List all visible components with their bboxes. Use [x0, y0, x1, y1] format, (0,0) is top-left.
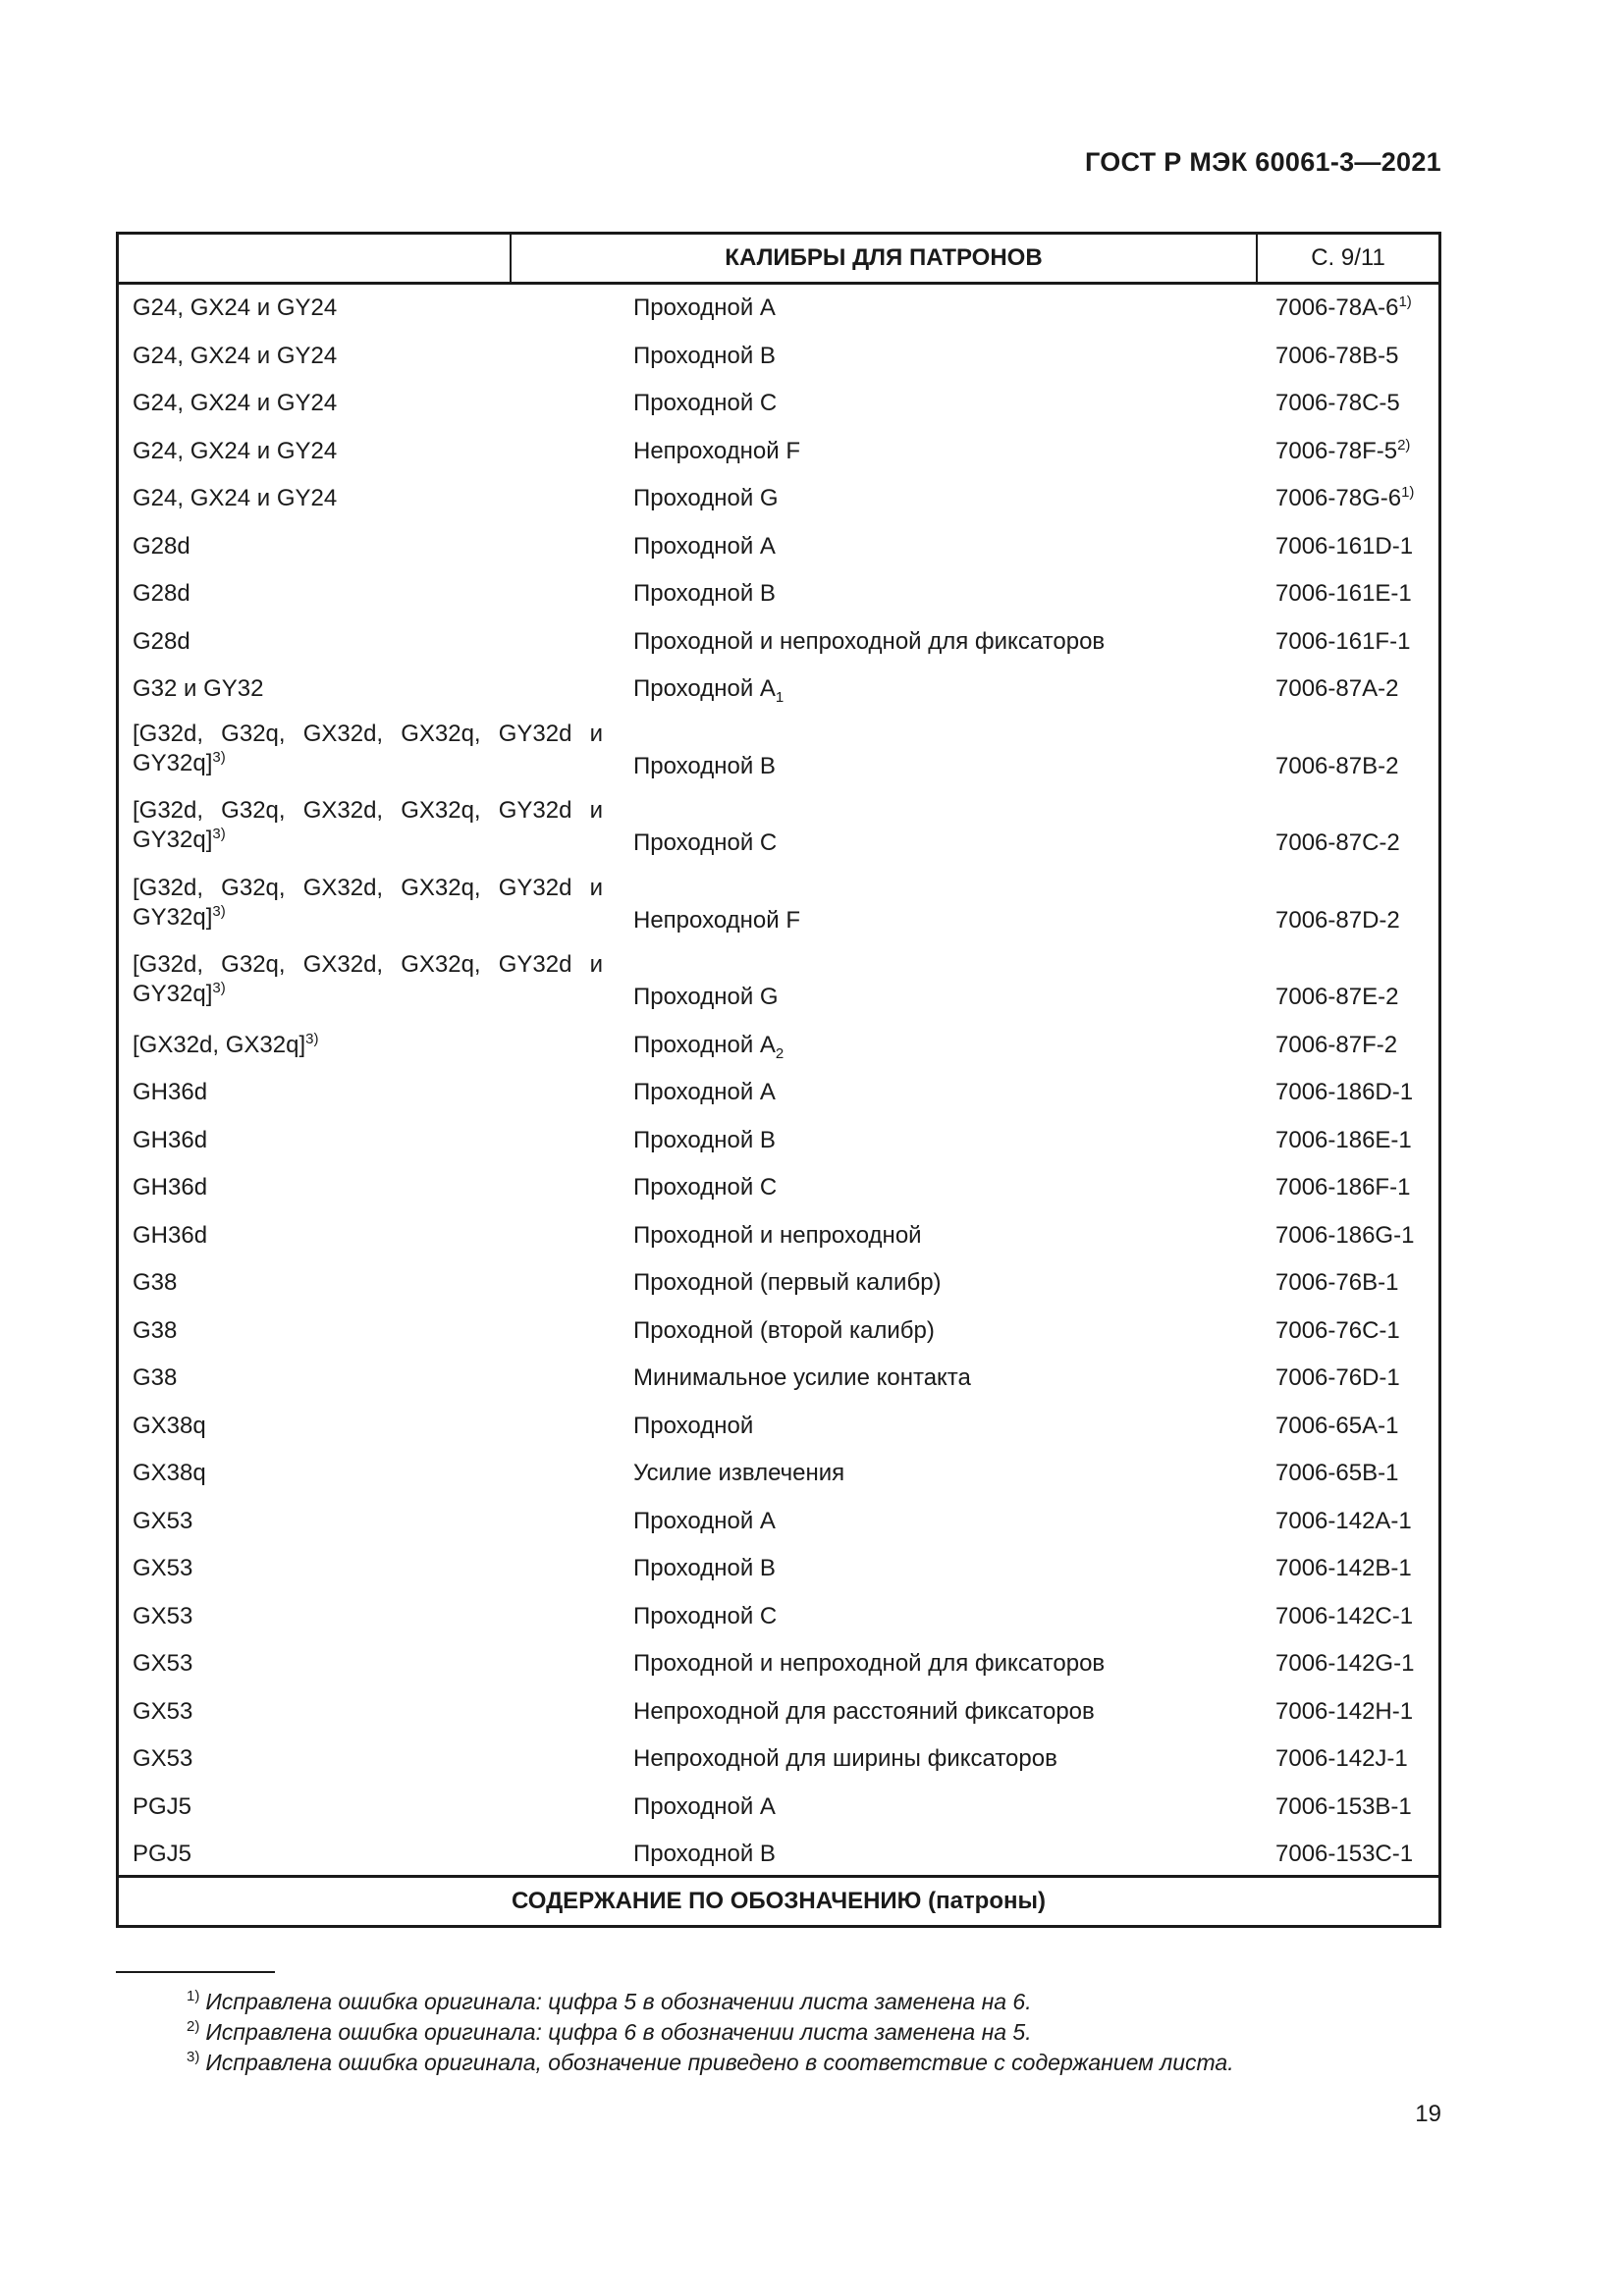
cap-cell [133, 1221, 604, 1251]
cap-text: GH36d [133, 1079, 208, 1105]
cap-cell [133, 1126, 604, 1155]
cap-cell [133, 437, 604, 466]
cap-cell [133, 1031, 604, 1060]
cap-cell [133, 796, 604, 855]
sheet-cell [1275, 1126, 1412, 1155]
sheet-text: 7006-78B-5 [1275, 342, 1399, 369]
gauge-cell [633, 828, 777, 858]
gauge-cell [633, 1602, 777, 1631]
sheet-cell [1275, 828, 1400, 858]
sheet-text: 7006-142H-1 [1275, 1697, 1414, 1725]
gauge-cell [633, 1554, 776, 1583]
table-row [119, 570, 1438, 618]
cap-cell [133, 1507, 604, 1536]
cap-footnote-mark: 3) [212, 902, 226, 920]
sheet-text: 7006-142J-1 [1275, 1745, 1408, 1772]
gauge-cell [633, 1173, 777, 1202]
cap-text: GX53 [133, 1555, 193, 1581]
cap-cell [133, 1268, 604, 1298]
sheet-cell [1275, 1602, 1413, 1631]
gauge-cell [633, 674, 784, 704]
cap-text: GX53 [133, 1697, 193, 1725]
table-row [119, 1450, 1438, 1498]
sheet-text: 7006-142C-1 [1275, 1602, 1414, 1629]
sheet-text: 7006-161E-1 [1275, 580, 1412, 607]
sheet-cell [1275, 532, 1413, 561]
sheet-cell [1275, 906, 1400, 935]
sheet-text: 7006-186D-1 [1275, 1079, 1414, 1105]
sheet-text: 7006-78F-5 [1275, 437, 1398, 464]
gauge-text: Проходной B [633, 1841, 776, 1867]
footnote-mark: 3) [187, 2049, 200, 2065]
gauge-text: Проходной B [633, 1555, 776, 1581]
cap-cell [133, 950, 604, 1009]
gauge-subscript: 2 [775, 1044, 785, 1062]
cap-cell [133, 1697, 604, 1727]
document-header: ГОСТ Р МЭК 60061-3—2021 [1084, 147, 1441, 177]
cap-cell [133, 627, 604, 657]
cap-cell [133, 579, 604, 609]
sheet-text: 7006-76C-1 [1275, 1316, 1400, 1344]
table-row [119, 1164, 1438, 1212]
sheet-text: 7006-186G-1 [1275, 1221, 1415, 1249]
sheet-text: 7006-142A-1 [1275, 1507, 1412, 1534]
gauge-cell [633, 752, 776, 781]
sheet-cell [1275, 1744, 1408, 1774]
cap-text: GX53 [133, 1745, 193, 1772]
sheet-cell [1275, 389, 1400, 418]
cap-text: PGJ5 [133, 1792, 192, 1820]
table-row [119, 475, 1438, 523]
sheet-cell [1275, 1649, 1414, 1679]
cap-text-line2 [133, 749, 604, 778]
table-row [119, 1831, 1438, 1879]
sheet-text: 7006-87D-2 [1275, 906, 1400, 934]
sheet-text: 7006-186F-1 [1275, 1174, 1411, 1201]
cap-cell [133, 1744, 604, 1774]
gauge-cell [633, 1363, 971, 1393]
sheet-cell [1275, 294, 1412, 323]
sheet-cell [1275, 342, 1398, 371]
sheet-cell [1275, 1507, 1412, 1536]
cap-text: GH36d [133, 1126, 208, 1153]
cap-text: G24, GX24 и GY24 [133, 390, 338, 416]
gauge-cell [633, 1221, 922, 1251]
footnote-text: Исправлена ошибка оригинала: цифра 5 в обозначении листа заменена на 6. [205, 1989, 1032, 2014]
gauge-text: Проходной A [633, 294, 776, 321]
cap-cell [133, 1792, 604, 1822]
gauge-cell [633, 1840, 776, 1869]
gauge-cell [633, 294, 776, 323]
gauge-text: Проходной и непроходной [633, 1221, 922, 1249]
gauge-cell [633, 1649, 1105, 1679]
gauge-text: Проходной B [633, 342, 776, 369]
sheet-cell [1275, 983, 1398, 1012]
cap-text: GX38q [133, 1460, 206, 1486]
sheet-text: 7006-153B-1 [1275, 1792, 1412, 1820]
cap-cell [133, 389, 604, 418]
sheet-cell [1275, 1268, 1398, 1298]
table-row [119, 333, 1438, 381]
gauge-text: Проходной A [633, 1079, 776, 1105]
cap-cell [133, 1554, 604, 1583]
gauge-text: Проходной A [633, 1031, 776, 1058]
table-row [119, 666, 1438, 714]
cap-text: [G32d, G32q, GX32d, GX32q, GY32d и [133, 797, 603, 824]
cap-footnote-mark: 3) [212, 826, 226, 842]
cap-text: GY32q] [133, 981, 213, 1007]
footnote [187, 2017, 1234, 2048]
gauge-subscript: 1 [775, 689, 785, 706]
cap-text: GY32q] [133, 827, 213, 853]
gauge-text: Проходной B [633, 1126, 776, 1153]
sheet-text: 7006-87A-2 [1275, 675, 1399, 702]
gauge-cell [633, 906, 800, 935]
sheet-text: 7006-78C-5 [1275, 390, 1400, 416]
sheet-cell [1275, 1173, 1410, 1202]
cap-text: GY32q] [133, 749, 213, 776]
sheet-cell [1275, 1697, 1413, 1727]
footnote-rule [116, 1971, 275, 1973]
cap-text: GX53 [133, 1507, 193, 1534]
sheet-cell [1275, 1792, 1412, 1822]
table-row [119, 285, 1438, 333]
sheet-cell [1275, 1363, 1400, 1393]
sheet-text: 7006-87B-2 [1275, 752, 1399, 779]
gauge-cell [633, 437, 800, 466]
cap-cell [133, 874, 604, 933]
sheet-cell [1275, 579, 1412, 609]
sheet-text: 7006-76D-1 [1275, 1364, 1400, 1391]
table-row [119, 1640, 1438, 1688]
cap-text: G38 [133, 1364, 178, 1391]
table-row [119, 868, 1438, 945]
cap-cell [133, 342, 604, 371]
sheet-text: 7006-186E-1 [1275, 1126, 1412, 1153]
sheet-cell [1275, 674, 1398, 704]
table-row [119, 1784, 1438, 1832]
table-header [119, 235, 1438, 285]
table-row [119, 1355, 1438, 1403]
cap-cell [133, 674, 604, 704]
table-row [119, 618, 1438, 667]
gauge-cell [633, 1268, 942, 1298]
cap-text: G38 [133, 1269, 178, 1296]
sheet-cell [1275, 627, 1410, 657]
cap-text: G24, GX24 и GY24 [133, 437, 338, 464]
table-row [119, 1069, 1438, 1117]
cap-cell [133, 1316, 604, 1346]
cap-text: GH36d [133, 1221, 208, 1249]
table-title: КАЛИБРЫ ДЛЯ ПАТРОНОВ [512, 235, 1258, 282]
sheet-text: 7006-87C-2 [1275, 829, 1400, 856]
sheet-cell [1275, 484, 1414, 513]
footnote-mark: 1) [187, 1988, 200, 2004]
sheet-cell [1275, 1221, 1414, 1251]
gauge-text: Проходной G [633, 485, 779, 511]
sheet-cell [1275, 752, 1398, 781]
cap-cell [133, 1459, 604, 1488]
gauge-cell [633, 342, 776, 371]
gauge-cell [633, 1078, 776, 1107]
table-row [119, 1117, 1438, 1165]
cap-text: GY32q] [133, 903, 213, 931]
gauge-text: Проходной (первый калибр) [633, 1269, 942, 1296]
cap-text: G24, GX24 и GY24 [133, 485, 338, 511]
cap-text: GX38q [133, 1412, 206, 1439]
gauge-cell [633, 1792, 776, 1822]
cap-cell [133, 1363, 604, 1393]
table-row [119, 1545, 1438, 1593]
table-row [119, 1403, 1438, 1451]
gauge-text: Проходной B [633, 752, 776, 779]
cap-text-line2 [133, 903, 604, 933]
footnote [187, 2048, 1234, 2078]
footnote-mark: 2) [187, 2018, 200, 2035]
footnote-text: Исправлена ошибка оригинала, обозначение приведено в соответствие с содержанием листа. [205, 2050, 1234, 2075]
sheet-text: 7006-142G-1 [1275, 1650, 1415, 1677]
cap-text: G24, GX24 и GY24 [133, 342, 338, 369]
gauge-cell [633, 579, 776, 609]
cap-cell [133, 720, 604, 778]
cap-cell [133, 294, 604, 323]
gauge-cell [633, 1697, 1095, 1727]
footnote [187, 1987, 1234, 2017]
gauge-text: Усилие извлечения [633, 1460, 845, 1486]
table-row [119, 380, 1438, 428]
gauge-text: Проходной C [633, 829, 778, 856]
gauge-text: Проходной C [633, 390, 778, 416]
table-row [119, 1498, 1438, 1546]
cap-footnote-mark: 3) [305, 1030, 319, 1047]
gauge-cell [633, 983, 779, 1012]
table-row [119, 1688, 1438, 1736]
table-row [119, 1212, 1438, 1260]
sheet-footnote-mark: 2) [1397, 436, 1411, 454]
cap-cell [133, 1649, 604, 1679]
footnote-text: Исправлена ошибка оригинала: цифра 6 в обозначении листа заменена на 5. [205, 2019, 1032, 2045]
sheet-text: 7006-161D-1 [1275, 532, 1414, 560]
sheet-text: 7006-142B-1 [1275, 1555, 1412, 1581]
gauge-cell [633, 389, 777, 418]
table-footer: СОДЕРЖАНИЕ ПО ОБОЗНАЧЕНИЮ (патроны) [119, 1875, 1438, 1925]
sheet-text: 7006-161F-1 [1275, 627, 1411, 655]
gauge-text: Проходной C [633, 1602, 778, 1629]
table-row [119, 1022, 1438, 1070]
header-empty-cell [119, 235, 512, 282]
sheet-text: 7006-78G-6 [1275, 485, 1402, 511]
cap-cell [133, 532, 604, 561]
cap-cell [133, 1412, 604, 1441]
gauge-text: Проходной [633, 1412, 754, 1439]
gauge-text: Проходной A [633, 675, 776, 702]
gauge-cell [633, 1459, 844, 1488]
gauge-text: Непроходной для расстояний фиксаторов [633, 1697, 1095, 1725]
table-row [119, 714, 1438, 791]
gauge-text: Проходной B [633, 580, 776, 607]
table-row [119, 790, 1438, 868]
sheet-cell [1275, 1840, 1413, 1869]
table-row [119, 1593, 1438, 1641]
cap-cell [133, 1602, 604, 1631]
cap-text: PGJ5 [133, 1841, 192, 1867]
cap-text: GX53 [133, 1602, 193, 1629]
cap-cell [133, 1840, 604, 1869]
cap-text: G28d [133, 627, 190, 655]
gauge-cell [633, 1031, 784, 1060]
footnotes [187, 1987, 1234, 2078]
gauge-cell [633, 484, 779, 513]
gauge-text: Непроходной F [633, 437, 800, 464]
cap-footnote-mark: 3) [212, 980, 226, 996]
gauge-cell [633, 532, 776, 561]
gauge-text: Проходной A [633, 532, 776, 560]
table-row [119, 523, 1438, 571]
gauge-cell [633, 1316, 935, 1346]
cap-text-line2 [133, 980, 604, 1009]
cap-footnote-mark: 3) [212, 748, 226, 766]
page-number: 19 [1415, 2101, 1441, 2127]
gauge-text: Проходной (второй калибр) [633, 1316, 935, 1344]
cap-cell [133, 1078, 604, 1107]
cap-cell [133, 1173, 604, 1202]
gauge-cell [633, 1412, 753, 1441]
table-row [119, 1308, 1438, 1356]
table-row [119, 944, 1438, 1022]
table-row [119, 1259, 1438, 1308]
gauge-text: Проходной A [633, 1507, 776, 1534]
gauge-text: Непроходной F [633, 906, 800, 934]
sheet-cell [1275, 1316, 1400, 1346]
gauge-text: Проходной и непроходной для фиксаторов [633, 627, 1106, 655]
sheet-cell [1275, 1412, 1398, 1441]
table-body [119, 285, 1438, 1879]
gauge-text: Проходной A [633, 1792, 776, 1820]
cap-text: G24, GX24 и GY24 [133, 294, 338, 321]
gauge-cell [633, 627, 1105, 657]
table-row [119, 1735, 1438, 1784]
sheet-cell [1275, 1078, 1413, 1107]
cap-text: G38 [133, 1316, 178, 1344]
cap-text: GH36d [133, 1174, 208, 1201]
cap-text-line2 [133, 826, 604, 855]
gauge-text: Минимальное усилие контакта [633, 1364, 971, 1391]
sheet-text: 7006-76B-1 [1275, 1269, 1399, 1296]
cap-text: GX53 [133, 1650, 193, 1677]
gauge-text: Непроходной для ширины фиксаторов [633, 1745, 1057, 1772]
gauges-table [116, 232, 1441, 1928]
sheet-text: 7006-65B-1 [1275, 1460, 1399, 1486]
cap-text: [G32d, G32q, GX32d, GX32q, GY32d и [133, 720, 603, 747]
cap-text: G28d [133, 532, 190, 560]
gauge-cell [633, 1507, 776, 1536]
sheet-cell [1275, 1554, 1412, 1583]
gauge-text: Проходной C [633, 1174, 778, 1201]
sheet-text: 7006-153C-1 [1275, 1841, 1414, 1867]
sheet-text: 7006-87E-2 [1275, 984, 1399, 1010]
sheet-text: 7006-65A-1 [1275, 1412, 1399, 1439]
sheet-footnote-mark: 1) [1398, 294, 1412, 310]
table-row [119, 428, 1438, 476]
cap-text: [G32d, G32q, GX32d, GX32q, GY32d и [133, 951, 603, 978]
cap-text: [GX32d, GX32q] [133, 1031, 306, 1058]
table-sheet: С. 9/11 [1311, 244, 1385, 271]
sheet-cell [1275, 1459, 1398, 1488]
gauge-cell [633, 1126, 776, 1155]
sheet-cell [1275, 437, 1410, 466]
sheet-text: 7006-78A-6 [1275, 294, 1399, 321]
gauge-cell [633, 1744, 1057, 1774]
sheet-cell [1275, 1031, 1397, 1060]
cap-cell [133, 484, 604, 513]
cap-text: G32 и GY32 [133, 675, 264, 702]
gauge-text: Проходной G [633, 984, 779, 1010]
cap-text: G28d [133, 580, 190, 607]
gauge-text: Проходной и непроходной для фиксаторов [633, 1650, 1106, 1677]
sheet-text: 7006-87F-2 [1275, 1031, 1398, 1058]
cap-text: [G32d, G32q, GX32d, GX32q, GY32d и [133, 874, 603, 901]
sheet-footnote-mark: 1) [1401, 484, 1415, 501]
